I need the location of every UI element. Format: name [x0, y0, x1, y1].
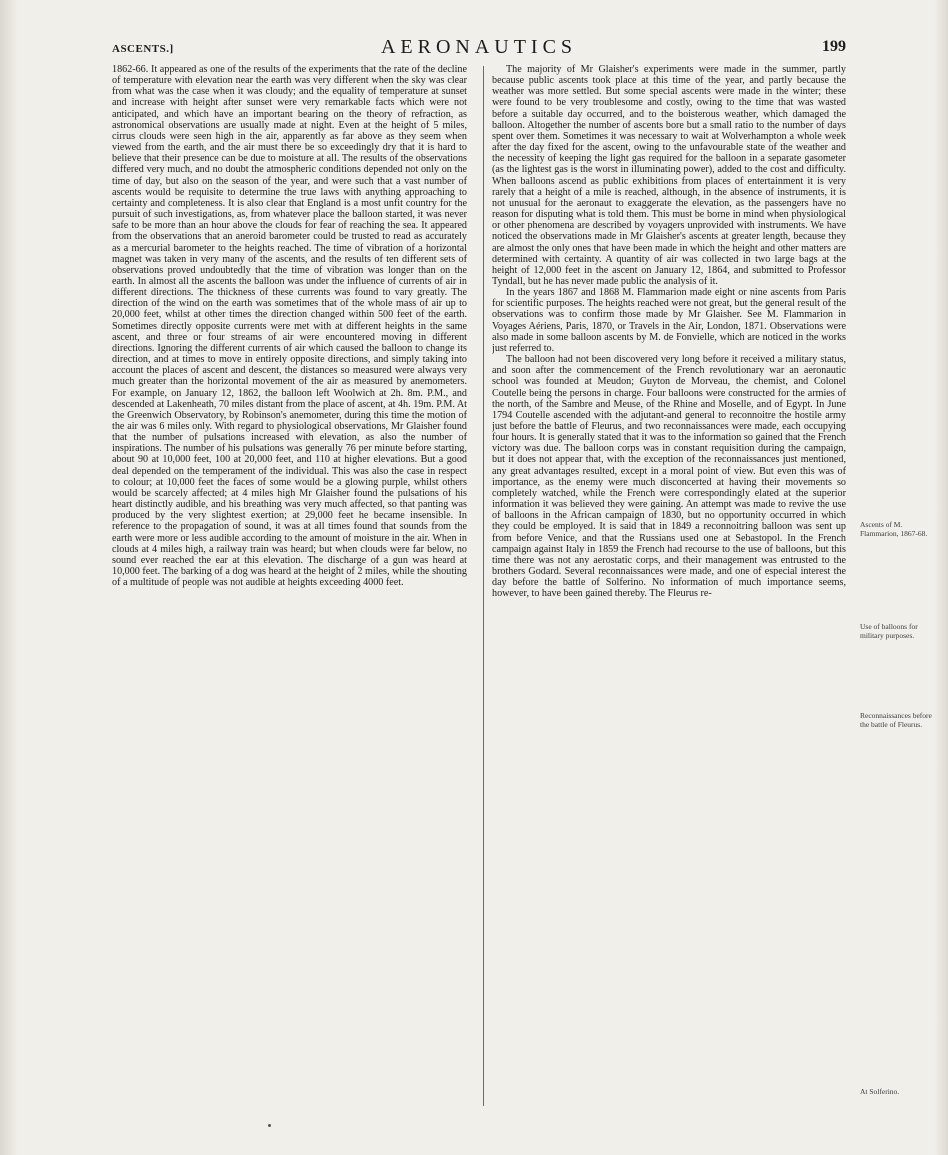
page-title: AERONAUTICS	[380, 36, 578, 58]
running-head	[112, 36, 846, 60]
page-number: 199	[822, 38, 846, 55]
left-paragraph-1: 1862-66. It appeared as one of the results of the experiments that the rate of the decline of temperature with elevation near the earth was very different when the sky was clear from what was the case when it was cloudy; and the equality of temperature at sunset and increase with height after sunset were very remarkable facts which were not anticipated, and which have an important bearing on the theory of refraction, as astronomical observations are usually made at night. Even at the height of 5 miles, cirrus clouds were seen high in the air, apparently as far above as they seem when viewed from the earth, and the air must there be so exceedingly dry that it is hard to believe that their presence can be due to moisture at all. The results of the observations differed very much, and no doubt the atmospheric conditions depended not only on the time of day, but also on the season of the year, and were such that a vast number of ascents would be requisite to determine the true laws with anything approaching to certainty and completeness. It is also clear that England is a most unfit country for the pursuit of such investigations, as, from whatever place the balloon started, it was never safe to be more than an hour above the clouds for fear of reaching the sea. It appeared from the observations that an aneroid barometer could be trusted to read as accurately as a mercurial barometer to the heights reached. The time of vibration of a horizontal magnet was taken in very many of the ascents, and the results of ten different sets of observations proved undoubtedly that the time of vibration was longer than on the earth. In almost all the ascents the balloon was under the influence of currents of air in different directions. The thickness of these currents was found to vary greatly. The direction of the wind on the earth was sometimes that of the whole mass of air up to 20,000 feet, whilst at other times the direction changed within 500 feet of the earth. Sometimes directly opposite currents were met with at different heights in the same ascent, and three or four streams of air were encountered moving in different directions. Ignoring the different currents of air which caused the balloon to change its direction, and at times to move in entirely opposite directions, and simply taking into account the places of ascent and descent, the distances so measured were always very much greater than the horizontal movement of the air as measured by anemometers. For example, on January 12, 1862, the balloon left Woolwich at 2h. 8m. P.M., and descended at Lakenheath, 70 miles distant from the place of ascent, at 4h. 19m. P.M. At the Greenwich Observatory, by Robinson's anemometer, during this time the motion of the air was 6 miles only. With regard to physiological observations, Mr Glaisher found that the number of pulsations increased with elevation, as also the number of inspirations. The number of his pulsations was generally 76 per minute before starting, about 90 at 10,000 feet, 100 at 20,000 feet, and 110 at higher elevations. But a good deal depended on the temperament of the individual. This was also the case in respect to colour; at 10,000 feet the faces of some would be a glowing purple, whilst others would be scarcely affected; at 4 miles high Mr Glaisher found the pulsations of his heart distinctly audible, and his breathing was very much affected, so that panting was produced by the very slightest exertion; at 29,000 feet he became insensible. In reference to the propagation of sound, it was at all times found that sounds from the earth were more or less audible according to the amount of moisture in the air. When in clouds at 4 miles high, a railway train was heard; but when clouds were far below, no sound ever reached the ear at this elevation. The discharge of a gun was heard at 10,000 feet. The barking of a dog was heard at the height of 2 miles, while the shouting of a multitude of people was not audible at heights exceeding 4000 feet.	[112, 64, 467, 589]
right-paragraph-2: In the years 1867 and 1868 M. Flammarion made eight or nine ascents from Paris for scientific purposes. The heights reached were not great, but the general result of the observations was to confirm those made by Mr Glaisher. See M. Flammarion in Voyages Aériens, Paris, 1870, or Travels in the Air, London, 1871. Observations were also made in some balloon ascents by M. de Fonvielle, which are noticed in the works just referred to.	[492, 287, 846, 354]
section-label: ASCENTS.]	[112, 43, 174, 55]
right-column	[492, 64, 846, 1104]
right-paragraph-1: The majority of Mr Glaisher's experiments were made in the summer, partly because public ascents took place at this time of the year, and partly because the weather was more settled. But some special ascents were made in the winter; these were found to be very troublesome and costly, owing to the time that was wasted before a suitable day occurred, and to the boisterous weather, which damaged the balloon. Altogether the number of ascents bore but a small ratio to the number of days spent over them. Sometimes it was necessary to wait at Wolverhampton a whole week after the day fixed for the ascent, owing to the unfavourable state of the weather and the necessity of keeping the light gas required for the balloon in a separate gasometer (as the lightest gas is the worst in illuminating power), added to the cost and difficulty. When balloons ascend as public exhibitions from places of entertainment it is very rarely that a height of a mile is reached, although, in the absence of instruments, it is not unusual for the aeronaut to exaggerate the elevation, as the passengers have no reason for disputing what is told them. This must be borne in mind when physiological or other phenomena are described by voyagers unprovided with instruments. We have noticed the observations made in Mr Glaisher's ascents at greater length, because they are almost the only ones that have been made in which the height and other matters are determined with certainty. A quantity of air was collected in two large bags at the height of 12,000 feet in the ascent on January 12, 1864, and submitted to Professor Tyndall, but he has never made public the analysis of it.	[492, 64, 846, 287]
margin-note-fleurus: Reconnaissances before the battle of Fleurus.	[860, 711, 932, 729]
left-column	[112, 64, 467, 1104]
page-mark	[268, 1124, 271, 1127]
margin-note-flammarion: Ascents of M. Flammarion, 1867-68.	[860, 520, 928, 538]
column-divider	[483, 66, 484, 1106]
margin-note-solferino: At Solferino.	[860, 1087, 900, 1096]
margin-note-military: Use of balloons for military purposes.	[860, 622, 918, 640]
right-paragraph-3: The balloon had not been discovered very long before it received a military status, and soon after the commencement of the French revolutionary war an aeronautic school was founded at Meudon; Guyton de Morveau, the chemist, and Colonel Coutelle being the persons in charge. Four balloons were constructed for the armies of the north, of the Sambre and Meuse, of the Rhine and Moselle, and of Egypt. In June 1794 Coutelle ascended with the adjutant-and general to reconnoitre the hostile army just before the battle of Fleurus, and two reconnaissances were made, each occupying four hours. It is generally stated that it was to the information so gained that the French victory was due. The balloon corps was in constant requisition during the campaign, but it does not appear that, with the exception of the reconnaissances just mentioned, any great advantages resulted, except in a moral point of view. But even this was of importance, as the enemy were much disconcerted at having their movements so completely watched, while the French were correspondingly elated at the superior information it was believed they were gaining. An attempt was made to revive the use of balloons in the African campaign of 1830, but no opportunity occurred in which they could be employed. It is said that in 1849 a reconnoitring balloon was sent up from before Venice, and that the Russians used one at Sebastopol. In the French campaign against Italy in 1859 the French had recourse to the use of balloons, but this time there was not any aerostatic corps, and their management was entrusted to the brothers Godard. Several reconnaissances were made, and one of especial interest the day before the battle of Solferino. No information of much importance seems, however, to have been gained thereby. The Fleurus re-	[492, 354, 846, 600]
